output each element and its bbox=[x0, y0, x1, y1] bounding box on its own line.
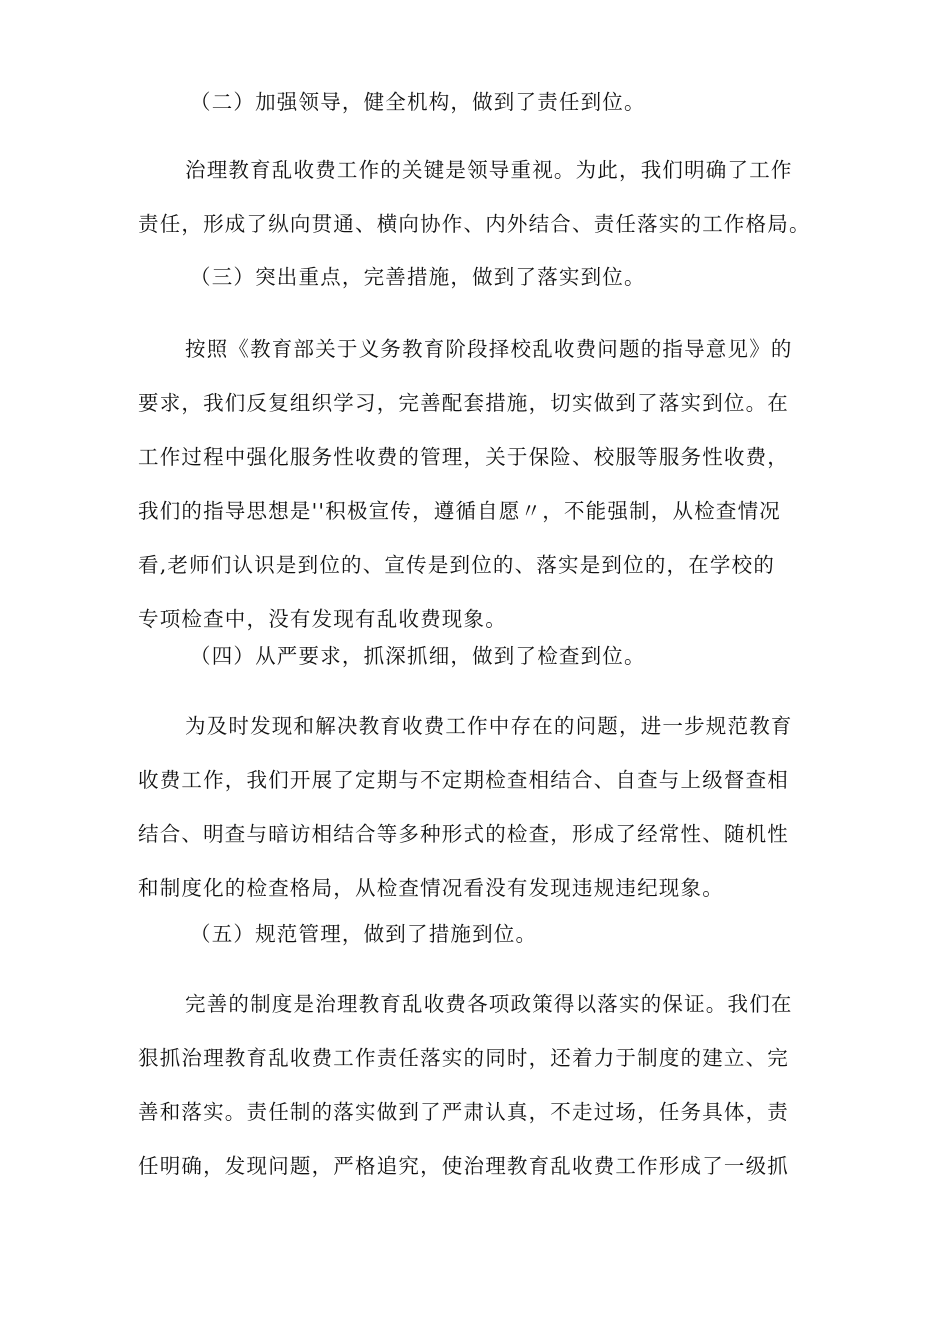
section-paragraph-3 bbox=[138, 322, 824, 646]
paragraph-line: 任明确，发现问题，严格追究，使治理教育乱收费工作形成了一级抓 bbox=[138, 1154, 789, 1178]
section-heading-3: （三）突出重点，完善措施，做到了落实到位。 bbox=[190, 265, 646, 289]
section-heading-5: （五）规范管理，做到了措施到位。 bbox=[190, 922, 538, 946]
paragraph-line: 要求，我们反复组织学习，完善配套措施，切实做到了落实到位。在 bbox=[138, 391, 789, 415]
paragraph-line: 收费工作，我们开展了定期与不定期检查相结合、自查与上级督查相 bbox=[138, 768, 789, 792]
paragraph-line: 完善的制度是治理教育乱收费各项政策得以落实的保证。我们在 bbox=[185, 992, 793, 1016]
paragraph-line: 狠抓治理教育乱收费工作责任落实的同时，还着力于制度的建立、完 bbox=[138, 1046, 789, 1070]
paragraph-line: 结合、明查与暗访相结合等多种形式的检查，形成了经常性、随机性 bbox=[138, 822, 789, 846]
section-paragraph-2 bbox=[138, 143, 824, 251]
paragraph-line: 和制度化的检查格局，从检查情况看没有发现违规违纪现象。 bbox=[138, 876, 724, 900]
section-paragraph-4 bbox=[138, 699, 824, 915]
section-heading-4: （四）从严要求，抓深抓细，做到了检查到位。 bbox=[190, 644, 646, 668]
paragraph-line: 看,老师们认识是到位的、宣传是到位的、落实是到位的，在学校的 bbox=[138, 553, 776, 577]
paragraph-line: 我们的指导思想是''积极宣传，遵循自愿〃，不能强制，从检查情况 bbox=[138, 499, 781, 523]
section-heading-2: （二）加强领导，健全机构，做到了责任到位。 bbox=[190, 90, 646, 114]
paragraph-line: 按照《教育部关于义务教育阶段择校乱收费问题的指导意见》的 bbox=[185, 337, 793, 361]
paragraph-line: 专项检查中，没有发现有乱收费现象。 bbox=[138, 607, 507, 631]
paragraph-line: 治理教育乱收费工作的关键是领导重视。为此，我们明确了工作 bbox=[185, 158, 793, 182]
paragraph-line: 善和落实。责任制的落实做到了严肃认真，不走过场，任务具体，责 bbox=[138, 1100, 789, 1124]
paragraph-line: 工作过程中强化服务性收费的管理，关于保险、校服等服务性收费， bbox=[138, 445, 789, 469]
paragraph-line: 责任，形成了纵向贯通、横向协作、内外结合、责任落实的工作格局。 bbox=[138, 212, 811, 236]
paragraph-line: 为及时发现和解决教育收费工作中存在的问题，进一步规范教育 bbox=[185, 714, 793, 738]
section-paragraph-5 bbox=[138, 977, 824, 1193]
